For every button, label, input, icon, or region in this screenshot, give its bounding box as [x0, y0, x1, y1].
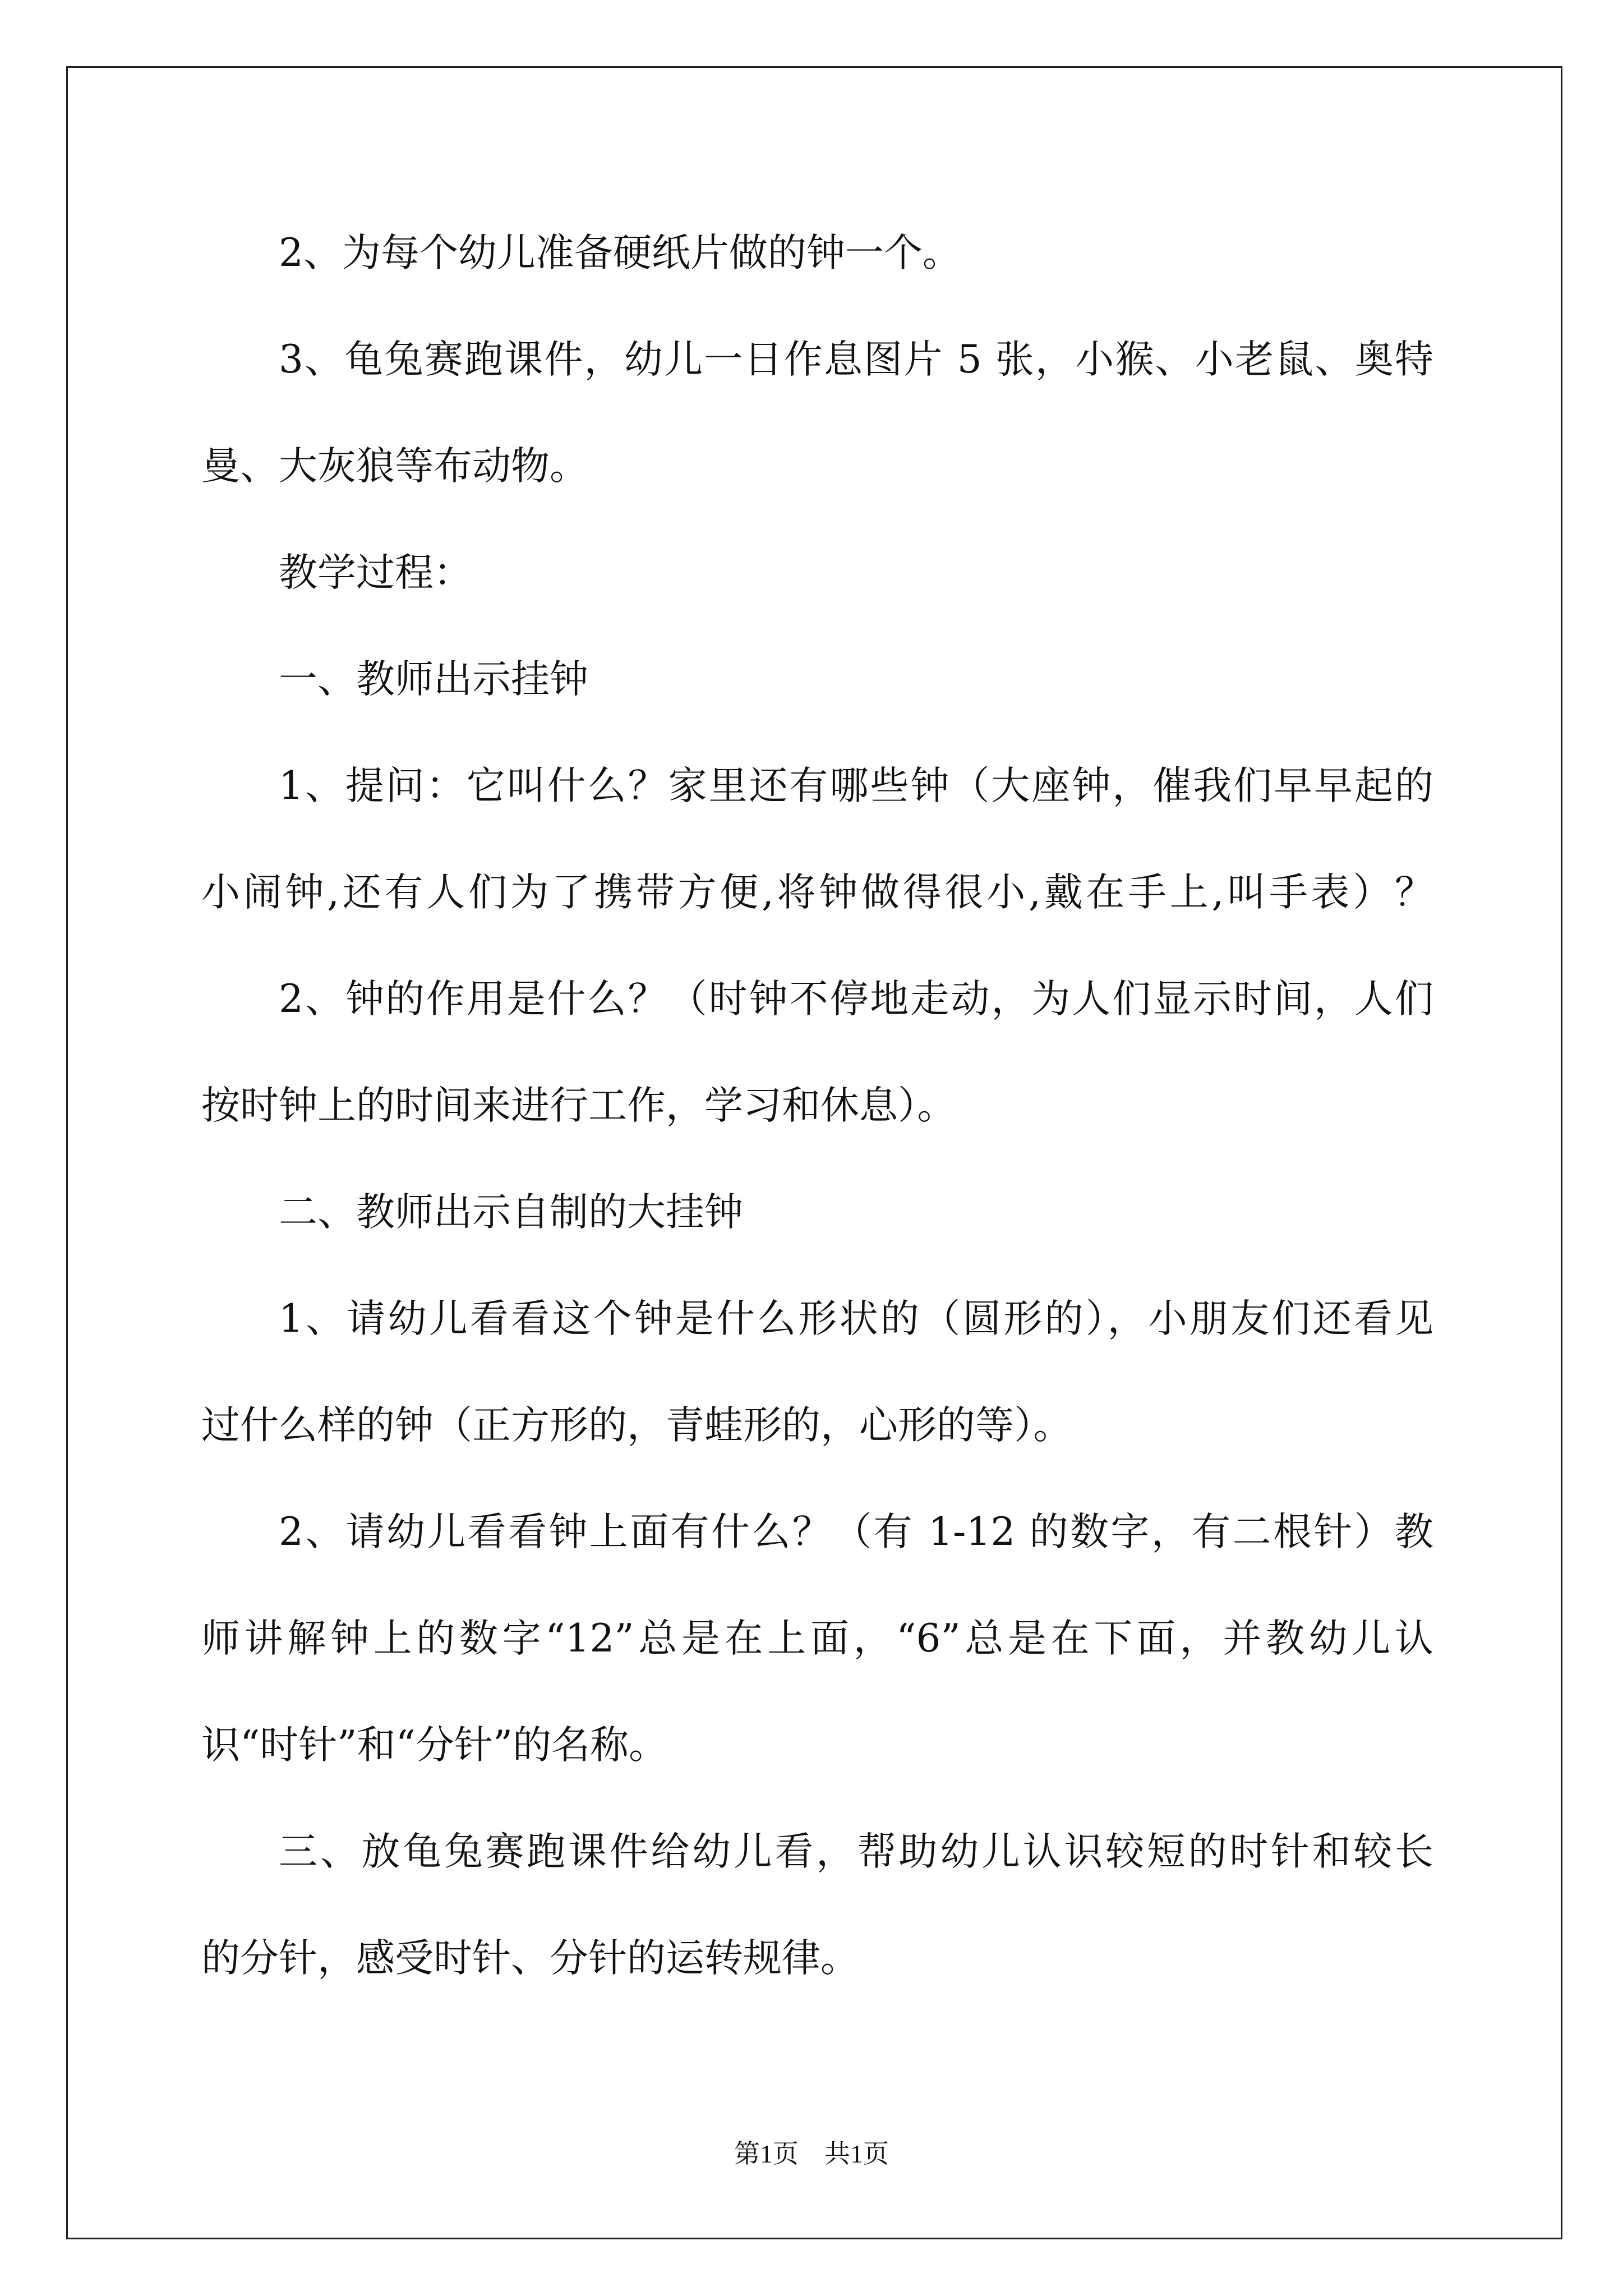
paragraph-line: 按时钟上的时间来进行工作，学习和休息）。 [201, 1083, 956, 1128]
paragraph-line: 师讲解钟上的数字“12”总是在上面，“6”总是在下面，并教幼儿认 [201, 1616, 1433, 1661]
paragraph-line: 3、龟兔赛跑课件，幼儿一日作息图片 5 张，小猴、小老鼠、奥特 [279, 337, 1433, 382]
paragraph [201, 1266, 1433, 1479]
document-body [201, 200, 1433, 2012]
paragraph-line: 2、请幼儿看看钟上面有什么？（有 1-12 的数字，有二根针）教 [279, 1510, 1433, 1554]
paragraph [201, 733, 1433, 946]
paragraph-line: 小闹钟,还有人们为了携带方便,将钟做得很小,戴在手上,叫手表）？ [201, 870, 1433, 915]
paragraph-line: 识“时针”和“分针”的名称。 [201, 1723, 668, 1768]
paragraph-line: 2、钟的作用是什么？（时钟不停地走动，为人们显示时间，人们 [279, 977, 1433, 1022]
paragraph-line: 一、教师出示挂钟 [279, 657, 588, 702]
paragraph [201, 200, 1433, 306]
section-heading [201, 519, 1433, 626]
paragraph-line: 1、请幼儿看看这个钟是什么形状的（圆形的），小朋友们还看见 [279, 1296, 1433, 1341]
paragraph-line: 曼、大灰狼等布动物。 [201, 444, 588, 489]
paragraph [201, 306, 1433, 519]
paragraph-line: 三、放龟兔赛跑课件给幼儿看，帮助幼儿认识较短的时针和较长 [279, 1829, 1433, 1874]
page-number-footer: 第1页 共1页 [734, 2139, 889, 2168]
paragraph-line: 的分针，感受时针、分针的运转规律。 [201, 1936, 859, 1981]
section-heading [201, 1798, 1433, 2012]
paragraph-line: 二、教师出示自制的大挂钟 [279, 1190, 743, 1235]
paragraph-line: 1、提问：它叫什么？家里还有哪些钟（大座钟，催我们早早起的 [279, 763, 1433, 808]
paragraph-line: 过什么样的钟（正方形的，青蛙形的，心形的等）。 [201, 1403, 1072, 1448]
paragraph [201, 1479, 1433, 1798]
paragraph-line: 2、为每个幼儿准备硬纸片做的钟一个。 [279, 231, 961, 275]
section-heading [201, 1159, 1433, 1266]
paragraph [201, 946, 1433, 1159]
paragraph-line: 教学过程： [279, 550, 472, 595]
section-heading [201, 626, 1433, 733]
